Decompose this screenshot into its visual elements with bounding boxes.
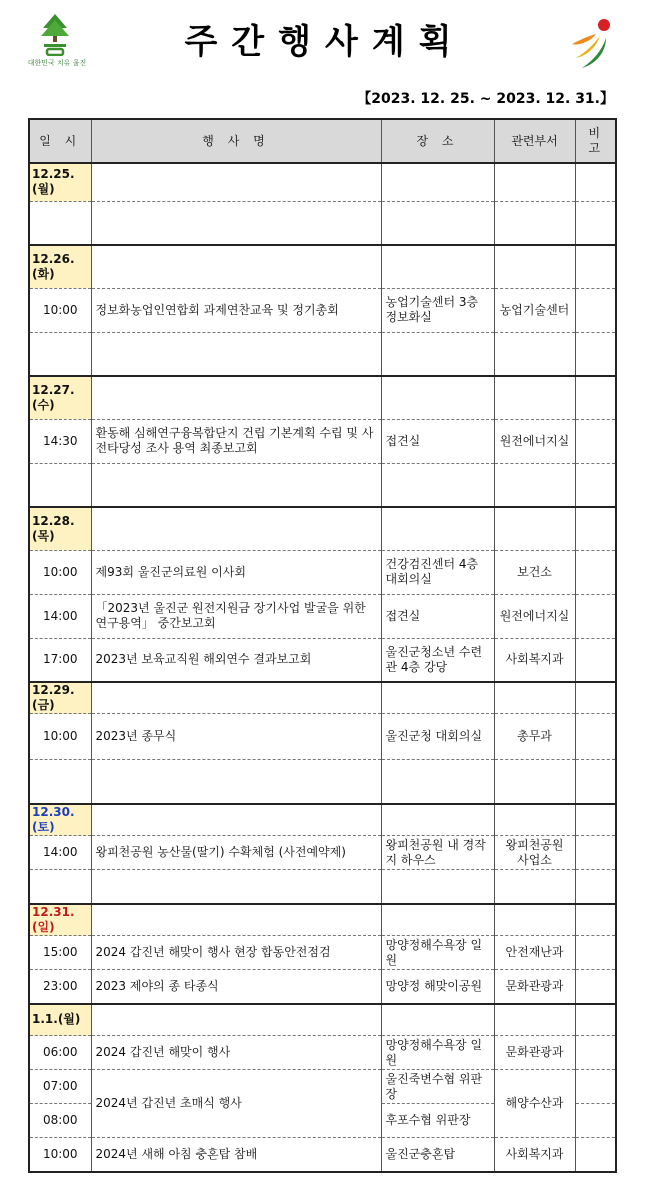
event-name: 2023년 종무식	[91, 714, 381, 760]
event-place	[381, 332, 494, 376]
event-time: 14:30	[29, 419, 91, 463]
event-name: 2023년 보육교직원 해외연수 결과보고회	[91, 638, 381, 682]
empty-cell	[91, 376, 381, 419]
day-header-row	[29, 804, 616, 836]
event-name: 환동해 심해연구융복합단지 건립 기본계획 수립 및 사전타당성 조사 용역 최종보고회	[91, 419, 381, 463]
table-row	[29, 836, 616, 870]
header-date: 일 시	[29, 119, 91, 163]
event-name: 「2023년 울진군 원전지원금 장기사업 발굴을 위한 연구용역」 중간보고회	[91, 594, 381, 638]
event-place	[381, 463, 494, 507]
day-date: 12.26.(화)	[29, 245, 91, 288]
event-dept: 원전에너지실	[494, 594, 575, 638]
empty-cell	[91, 682, 381, 714]
table-row	[29, 936, 616, 970]
event-dept	[494, 463, 575, 507]
empty-cell	[381, 682, 494, 714]
event-time: 23:00	[29, 970, 91, 1004]
empty-cell	[575, 245, 616, 288]
event-name: 2023 제야의 종 타종식	[91, 970, 381, 1004]
event-time	[29, 463, 91, 507]
empty-cell	[91, 507, 381, 550]
empty-cell	[381, 507, 494, 550]
empty-cell	[494, 163, 575, 201]
schedule-table	[28, 118, 617, 1173]
empty-cell	[91, 245, 381, 288]
table-row	[29, 463, 616, 507]
empty-cell	[494, 1004, 575, 1036]
day-date: 12.27.(수)	[29, 376, 91, 419]
event-note	[575, 970, 616, 1004]
event-note	[575, 1138, 616, 1172]
event-place: 망양정해수욕장 일원	[381, 936, 494, 970]
event-note	[575, 463, 616, 507]
event-place	[381, 760, 494, 804]
event-note	[575, 594, 616, 638]
empty-cell	[575, 1004, 616, 1036]
header-place: 장 소	[381, 119, 494, 163]
event-name: 2024 갑진년 해맞이 행사 현장 합동안전점검	[91, 936, 381, 970]
empty-cell	[381, 245, 494, 288]
event-time: 17:00	[29, 638, 91, 682]
table-row	[29, 760, 616, 804]
event-note	[575, 870, 616, 904]
event-name: 정보화농업인연합회 과제연찬교육 및 정기총회	[91, 288, 381, 332]
event-place	[381, 201, 494, 245]
table-row	[29, 1036, 616, 1070]
event-name: 2024년 새해 아침 충혼탑 참배	[91, 1138, 381, 1172]
event-dept: 농업기술센터	[494, 288, 575, 332]
event-place: 울진군충혼탑	[381, 1138, 494, 1172]
empty-cell	[494, 507, 575, 550]
event-time: 10:00	[29, 288, 91, 332]
day-date: 12.25.(월)	[29, 163, 91, 201]
table-row	[29, 550, 616, 594]
table-row	[29, 714, 616, 760]
event-name	[91, 201, 381, 245]
brand-emblem-icon	[566, 16, 622, 72]
event-dept: 사회복지과	[494, 638, 575, 682]
table-row	[29, 1070, 616, 1104]
empty-cell	[575, 804, 616, 836]
empty-cell	[381, 163, 494, 201]
event-time: 10:00	[29, 550, 91, 594]
event-place: 접견실	[381, 594, 494, 638]
empty-cell	[381, 804, 494, 836]
event-dept: 원전에너지실	[494, 419, 575, 463]
event-note	[575, 1070, 616, 1104]
event-dept: 사회복지과	[494, 1138, 575, 1172]
empty-cell	[575, 507, 616, 550]
day-header-row	[29, 245, 616, 288]
event-note	[575, 419, 616, 463]
empty-cell	[91, 904, 381, 936]
table-row	[29, 870, 616, 904]
empty-cell	[91, 163, 381, 201]
event-time	[29, 870, 91, 904]
event-note	[575, 760, 616, 804]
day-header-row	[29, 682, 616, 714]
event-note	[575, 332, 616, 376]
table-row	[29, 419, 616, 463]
table-row	[29, 1138, 616, 1172]
event-note	[575, 714, 616, 760]
event-dept: 보건소	[494, 550, 575, 594]
empty-cell	[494, 376, 575, 419]
event-time: 08:00	[29, 1104, 91, 1138]
event-name	[91, 760, 381, 804]
event-dept: 왕피천공원 사업소	[494, 836, 575, 870]
day-date: 12.31.(일)	[29, 904, 91, 936]
event-place	[381, 870, 494, 904]
day-date: 1.1.(월)	[29, 1004, 91, 1036]
event-dept	[494, 870, 575, 904]
event-place: 후포수협 위판장	[381, 1104, 494, 1138]
day-header-row	[29, 507, 616, 550]
day-date: 12.30.(토)	[29, 804, 91, 836]
empty-cell	[575, 376, 616, 419]
day-date: 12.28.(목)	[29, 507, 91, 550]
event-note	[575, 550, 616, 594]
header-dept: 관련부서	[494, 119, 575, 163]
event-name: 왕피천공원 농산물(딸기) 수확체험 (사전예약제)	[91, 836, 381, 870]
event-name: 2024 갑진년 해맞이 행사	[91, 1036, 381, 1070]
empty-cell	[494, 804, 575, 836]
event-place: 울진군청 대회의실	[381, 714, 494, 760]
event-time	[29, 760, 91, 804]
event-place: 건강검진센터 4층 대회의실	[381, 550, 494, 594]
event-note	[575, 201, 616, 245]
event-name	[91, 870, 381, 904]
empty-cell	[575, 904, 616, 936]
logo-tagline: 대한민국 치유 울진	[27, 59, 87, 67]
table-row	[29, 594, 616, 638]
day-header-row	[29, 163, 616, 201]
event-note	[575, 836, 616, 870]
event-name: 2024년 갑진년 초매식 행사	[91, 1070, 381, 1138]
event-dept	[494, 332, 575, 376]
empty-cell	[494, 682, 575, 714]
event-note	[575, 1036, 616, 1070]
event-dept: 문화관광과	[494, 970, 575, 1004]
event-time: 14:00	[29, 836, 91, 870]
event-dept: 해양수산과	[494, 1070, 575, 1138]
event-note	[575, 638, 616, 682]
day-header-row	[29, 376, 616, 419]
day-header-row	[29, 1004, 616, 1036]
report-period: 【2023. 12. 25. ~ 2023. 12. 31.】	[357, 91, 614, 107]
event-name	[91, 332, 381, 376]
event-place: 울진군청소년 수련관 4층 강당	[381, 638, 494, 682]
table-row	[29, 638, 616, 682]
table-row	[29, 288, 616, 332]
empty-cell	[381, 1004, 494, 1036]
empty-cell	[91, 804, 381, 836]
event-place: 왕피천공원 내 경작지 하우스	[381, 836, 494, 870]
empty-cell	[494, 245, 575, 288]
event-time: 07:00	[29, 1070, 91, 1104]
empty-cell	[381, 376, 494, 419]
event-time	[29, 332, 91, 376]
event-note	[575, 1104, 616, 1138]
header-note: 비 고	[575, 119, 616, 163]
page-title: 주간행사계획	[184, 22, 466, 62]
header-event: 행 사 명	[91, 119, 381, 163]
day-date: 12.29.(금)	[29, 682, 91, 714]
day-header-row	[29, 904, 616, 936]
event-place: 울진죽변수협 위판장	[381, 1070, 494, 1104]
event-place: 농업기술센터 3층 정보화실	[381, 288, 494, 332]
table-row	[29, 970, 616, 1004]
event-time: 14:00	[29, 594, 91, 638]
event-note	[575, 288, 616, 332]
event-time: 15:00	[29, 936, 91, 970]
empty-cell	[575, 163, 616, 201]
table-header-row	[29, 119, 616, 163]
event-dept: 안전재난과	[494, 936, 575, 970]
event-place: 망양정해수욕장 일원	[381, 1036, 494, 1070]
event-name	[91, 463, 381, 507]
event-dept	[494, 760, 575, 804]
table-row	[29, 332, 616, 376]
empty-cell	[91, 1004, 381, 1036]
event-dept: 문화관광과	[494, 1036, 575, 1070]
event-time: 10:00	[29, 1138, 91, 1172]
event-time	[29, 201, 91, 245]
event-dept: 총무과	[494, 714, 575, 760]
event-time: 10:00	[29, 714, 91, 760]
event-note	[575, 936, 616, 970]
event-time: 06:00	[29, 1036, 91, 1070]
table-row	[29, 201, 616, 245]
empty-cell	[575, 682, 616, 714]
event-dept	[494, 201, 575, 245]
empty-cell	[381, 904, 494, 936]
event-place: 접견실	[381, 419, 494, 463]
empty-cell	[494, 904, 575, 936]
event-place: 망양정 해맞이공원	[381, 970, 494, 1004]
event-name: 제93회 울진군의료원 이사회	[91, 550, 381, 594]
